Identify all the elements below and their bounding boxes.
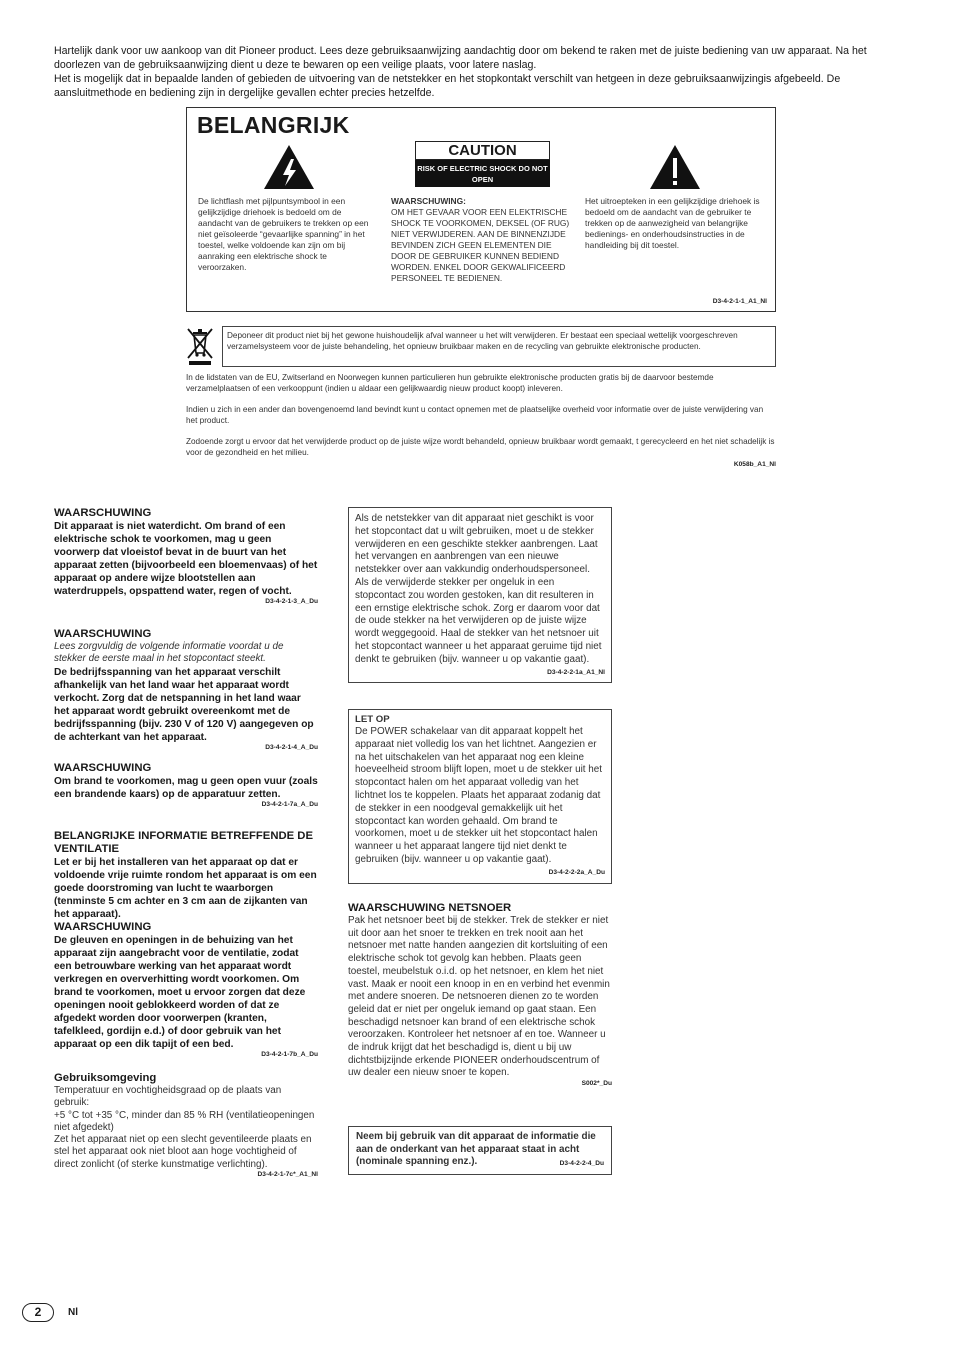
warning-voltage-text: De bedrijfsspanning van het apparaat verschilt afhankelijk van het land waar het apparaat wordt verkocht. Zorg dat de netspanning in het land waar het apparaat wordt gebruikt overeenkomt met de bedrijfsspanning (bijv. 230 V of 120 V) aangegeven op de achterkant van het apparaat. [54, 666, 314, 743]
warning-openings-code: D3-4-2-1-7b_A_Du [261, 1051, 318, 1058]
warning-water-heading: WAARSCHUWING [54, 507, 152, 519]
important-code: D3-4-2-1-1_A1_Nl [712, 298, 767, 305]
environment-line-2: +5 °C tot +35 °C, minder dan 85 % RH (ventilatieopeningen niet afgedekt) [54, 1109, 315, 1133]
ventilation-section [54, 830, 318, 1058]
power-cord-section [348, 902, 612, 1087]
lightning-explanation: De lichtflash met pijlpuntsymbool in een gelijkzijdige driehoek is bedoeld om de aandacht van de gebruikers te trekken op een niet geïsoleerde “gevaarlijke spanning” in het toestel, welke voldoende kan zijn om bij aanraking een elektrische shock te veroorzaken. [198, 196, 369, 272]
letop-code: D3-4-2-2-2a_A_Du [548, 868, 605, 876]
intro-paragraph-2: Het is mogelijk dat in bepaalde landen of gebieden de uitvoering van de netstekker en het stopkontakt verschilt van hetgeen in deze gebruiksaanwijzingis afgebeeld. De aansluitmethode en bediening zijn in dergelijke gevallen echter precies hetzelfde. [54, 73, 841, 99]
environment-heading: Gebruiksomgeving [54, 1072, 157, 1084]
lightning-warning-icon [263, 144, 315, 190]
weee-paragraph-1: In de lidstaten van de EU, Zwitserland en Noorwegen kunnen particulieren hun gebruikte elektronische producten gratis bij de daarvoor bestemde verzamelplaatsen of een verkooppunt (indien u aldaar een gelijkwaardig nieuw product koopt) inleveren. [186, 373, 714, 393]
environment-line-1: Temperatuur en vochtigheidsgraad op de plaats van gebruik: [54, 1085, 282, 1109]
warning-fire-heading: WAARSCHUWING [54, 762, 152, 774]
warning-fire-code: D3-4-2-1-7a_A_Du [261, 801, 318, 808]
important-title: BELANGRIJK [197, 112, 350, 138]
rating-code: D3-4-2-2-4_Du [559, 1159, 604, 1167]
caution-title: CAUTION [415, 141, 550, 160]
weee-paragraph-2: Indien u zich in een ander dan bovengenoemd land bevindt kunt u contact opnemen met de plaatselijke overheid voor informatie over de juiste verwijdering van het product. [186, 405, 764, 425]
rating-text: Neem bij gebruik van dit apparaat de informatie die aan de onderkant van het apparaat staat in acht (nominale spanning enz.). [356, 1131, 596, 1167]
weee-code: K058b_A1_Nl [733, 461, 776, 468]
intro-text [54, 44, 910, 100]
warning-openings-text: De gleuven en openingen in de behuizing van het apparaat zijn aangebracht voor de ventilatie, zodat een betrouwbare werking van het apparaat wordt verkregen en oververhitting wordt voorkomen. Om brand te voorkomen, moet u ervoor zorgen dat deze openingen nooit geblokkeerd worden of dat ze afgedekt worden door voorwerpen (kranten, tafelkleed, gordijn e.d.) of door gebruik van het apparaat op een dik tapijt of een bed. [54, 935, 306, 1050]
power-cord-text: Pak het netsnoer beet bij de stekker. Trek de stekker er niet uit door aan het snoer te trekken en trek nooit aan het netsnoer met natte handen aangezien dit kortsluiting of een elektrische schok tot gevolg kan hebben. Plaats geen toestel, meubelstuk o.i.d. op het netsnoer, en klem het niet vast. Maak er nooit een knoop in en en verbind het evenmin met andere snoeren. De netsnoeren dienen zo te worden geleid dat er niet per ongeluk iemand op gaat staan. Een beschadigd netsnoer kan brand of een elektrische schok veroorzaken. Kontroleer het netsnoer af en toe. Wanneer u de indruk krijgt dat het beschadigd is, dient u bij uw dichtstbijzijnde erkende PIONEER onderhoudscentrum of uw dealer een nieuw snoer te kopen. [348, 915, 610, 1079]
power-cord-code: S002*_Du [581, 1080, 612, 1088]
plug-notice [348, 507, 612, 683]
warning-water-text: Dit apparaat is niet waterdicht. Om brand of een elektrische schok te voorkomen, mag u geen voorwerp dat vloeistof bevat in de buurt van het apparaat zetten (bijvoorbeeld een bloemenvaas) of het apparaat op andere wijze blootstellen aan waterdruppels, opspattend water, regen of vocht. [54, 521, 318, 597]
plug-code: D3-4-2-2-1a_A1_Nl [547, 668, 605, 676]
ventilation-text: Let er bij het installeren van het apparaat op dat er voldoende vrije ruimte rondom het apparaat is om een goede doorstroming van lucht te waarborgen (tenminste 5 cm achter en 3 cm aan de zijkanten van het apparaat). [54, 857, 317, 920]
letop-heading: LET OP [355, 714, 390, 725]
caution-power-box [348, 709, 612, 884]
letop-text: De POWER schakelaar van dit apparaat koppelt het apparaat niet volledig los van het lichtnet. Aangezien er na het uitschakelen van het apparaat nog een kleine hoeveelheid stroom blijft lopen, moet u de stekker uit het stopcontact halen om het apparaat volledig van het lichtnet los te koppelen. Plaats het apparaat zodanig dat de stekker in een noodgeval gemakkelijk uit het stopcontact kan worden gehaald. Om brand te voorkomen, moet u de stekker uit het stopcontact halen wanneer u het apparaat langere tijd niet denkt te gebruiken (bijv. wanneer u op vakantie gaat). [355, 726, 603, 865]
rating-notice [348, 1126, 612, 1175]
exclamation-explanation: Het uitroepteken in een gelijkzijdige driehoek is bedoeld om de aandacht van de gebruiker te trekken op de aanwezigheid van belangrijke bedienings- en onderhoudsinstructies in de handleiding bij dit toestel. [585, 196, 760, 250]
warning-voltage-intro: Lees zorgvuldig de volgende informatie voordat u de stekker de eerste maal in het stopcontact steekt. [54, 641, 284, 665]
warning-voltage [54, 628, 318, 751]
power-cord-heading: WAARSCHUWING NETSNOER [348, 902, 512, 914]
intro-paragraph-1: Hartelijk dank voor uw aankoop van dit Pioneer product. Lees deze gebruiksaanwijzing aandachtig door om bekend te raken met de juiste bediening van uw apparaat. Na het doorlezen van de gebruiksaanwijzing dient u deze te bewaren op een veilige plaats, voor latere naslag. [54, 45, 867, 71]
plug-text: Als de netstekker van dit apparaat niet geschikt is voor het stopcontact dat u wilt gebruiken, moet u de stekker verwijderen en een geschikte stekker aanbrengen. Laat het vervangen en aanbrengen van een nieuwe netstekker over aan vakkundig onderhoudspersoneel. Als de verwijderde stekker per ongeluk in een stopcontact zou worden gestoken, kan dit resulteren in een ernstige elektrische schok. Zorg er daarom voor dat de oude stekker na het verwijderen op de juiste wijze wordt weggegooid. Haal de stekker van het netsnoer uit het stopcontact wanneer u het apparaat geruime tijd niet denkt te gebruiken (bijv. wanneer u op vakantie gaat). [355, 513, 602, 665]
warning-heading: WAARSCHUWING: [391, 196, 466, 206]
warning-text: OM HET GEVAAR VOOR EEN ELEKTRISCHE SHOCK TE VOORKOMEN, DEKSEL (OF RUG) NIET VERWIJDEREN. AAN DE BINNENZIJDE BEVINDEN ZICH GEEN ELEMENTEN DIE DOOR DE GEBRUIKER KUNNEN BEDIEND WORDEN. ENKEL DOOR GEKWALIFICEERD PERSONEEL TE BEDIENEN. [391, 207, 570, 283]
weee-notice: Deponeer dit product niet bij het gewone huishoudelijk afval wanneer u het wilt verwijderen. Er bestaat een speciaal wettelijk voorgeschreven verzamelsysteem voor de juiste behandeling, het opnieuw bruikbaar maken en de recycling van gebruikte elektronische producten. [222, 326, 776, 367]
warning-water-code: D3-4-2-1-3_A_Du [265, 598, 318, 605]
crossed-bin-icon [186, 325, 214, 367]
warning-voltage-code: D3-4-2-1-4_A_Du [265, 743, 318, 751]
language-code: Nl [68, 1307, 78, 1318]
page-number: 2 [22, 1303, 54, 1322]
environment-section [54, 1072, 318, 1178]
warning-water [54, 507, 318, 605]
caution-subtitle: RISK OF ELECTRIC SHOCK DO NOT OPEN [415, 160, 550, 187]
ventilation-heading: BELANGRIJKE INFORMATIE BETREFFENDE DE VENTILATIE [54, 830, 314, 855]
weee-paragraph-3: Zodoende zorgt u ervoor dat het verwijderde product op de juiste wijze wordt behandeld, opnieuw bruikbaar wordt gemaakt, t gerecycleerd en het niet schadelijk is voor de gezondheid en het milieu. [186, 437, 775, 457]
warning-openings-heading: WAARSCHUWING [54, 921, 152, 933]
exclamation-warning-icon [649, 144, 701, 190]
caution-label [415, 141, 550, 187]
environment-code: D3-4-2-1-7c*_A1_Nl [257, 1171, 318, 1179]
warning-fire [54, 762, 318, 808]
warning-fire-text: Om brand te voorkomen, mag u geen open vuur (zoals een brandende kaars) op de apparatuur zetten. [54, 776, 318, 800]
important-box [186, 107, 776, 312]
warning-voltage-heading: WAARSCHUWING [54, 628, 152, 640]
environment-line-3: Zet het apparaat niet op een slecht geventileerde plaats en stel het apparaat ook niet bloot aan hoge vochtigheid of direct zonlicht (of sterke kunstmatige verlichting). [54, 1134, 312, 1170]
warning-explanation [391, 196, 573, 284]
